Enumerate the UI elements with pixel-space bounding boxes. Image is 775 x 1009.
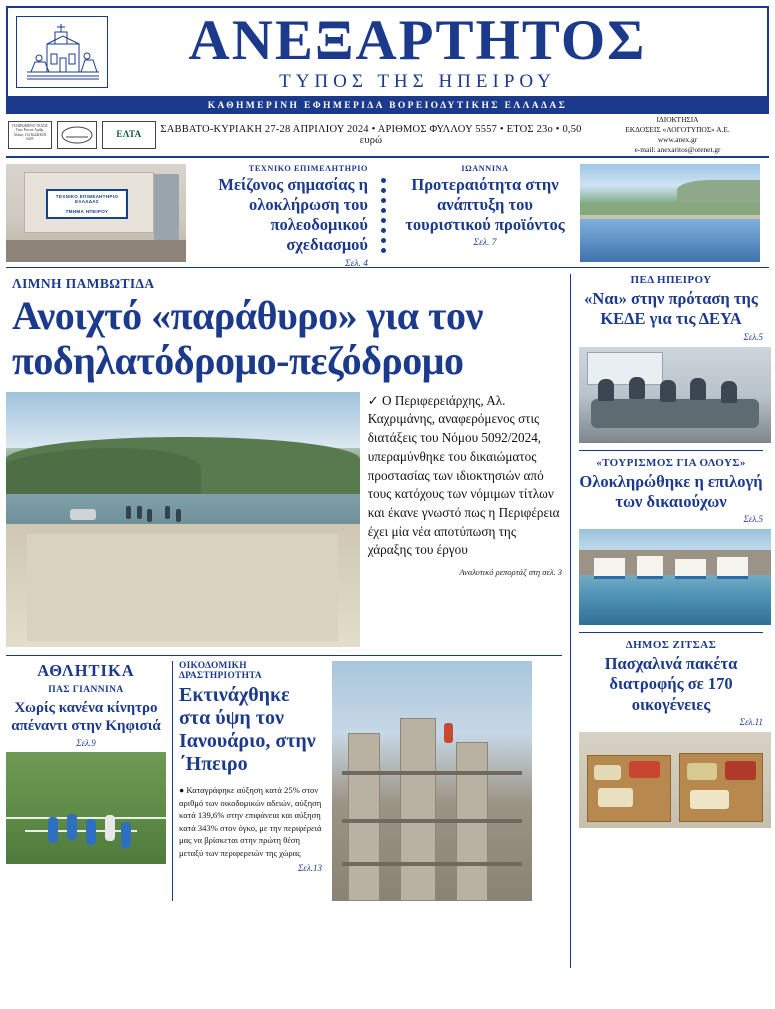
postal-stamps [6,121,156,149]
right-3-kicker: ΔΗΜΟΣ ΖΙΤΣΑΣ [625,639,717,652]
teaser-2-headline: Προτεραιότητα στην ανάπτυξη του τουριστικού προϊόντος [405,175,565,235]
football-match-photo [6,752,166,864]
church-logo [16,16,108,88]
quality-mark-stamp [57,121,97,149]
imprint-website[interactable]: www.anex.gr [657,135,698,144]
right-article-2[interactable] [579,457,763,626]
right-2-kicker: «ΤΟΥΡΙΣΜΟΣ ΓΙΑ ΟΛΟΥΣ» [596,456,746,469]
issue-date-line: ΣΑΒΒΑΤΟ-ΚΥΡΙΑΚΗ 27-28 ΑΠΡΙΛΙΟΥ 2024 • ΑΡΙΘΜΟΣ ΦΥΛΛΟΥ 5557 • ΕΤΟΣ 23ο • 0,50 ευρώ [160,124,582,146]
imprint-line-2: ΕΚΔΟΣΕΙΣ «ΛΟΓΟΤΥΠΟΣ» Α.Ε. [625,125,730,135]
right-1-headline: «Ναι» στην πρόταση της ΚΕΔΕ για τις ΔΕΥΑ [584,289,758,329]
food-packages-photo [579,732,771,828]
lead-body-text [368,392,562,647]
lakeside-path-photo [6,392,360,647]
elta-logo: ΕΛΤΑ [102,121,156,149]
right-1-page: Σελ.5 [743,331,763,342]
lake-aerial-photo [580,164,760,262]
teaser-2-page: Σελ. 7 [473,238,497,249]
lower-left-block [6,655,562,901]
imprint-line-1: ΙΔΙΟΚΤΗΣΙΑ [656,115,699,125]
teaser-1[interactable] [186,164,376,269]
right-1-kicker: ΠΕΔ ΗΠΕΙΡΟΥ [630,274,712,286]
lead-credit: Αναλυτικό ρεπορτάζ στη σελ. 3 [459,567,562,578]
construction-site-photo [332,661,532,901]
masthead-band: ΚΑΘΗΜΕΡΙΝΗ ΕΦΗΜΕΡΙΔΑ ΒΟΡΕΙΟΔΥΤΙΚΗΣ ΕΛΛΑΔΑΣ [6,98,769,114]
right-article-3[interactable] [579,639,763,828]
imprint-block [586,115,769,155]
construction-page: Σελ.13 [297,863,322,874]
teaser-1-page: Σελ. 4 [344,258,368,269]
sports-article[interactable] [6,661,166,901]
left-column [6,274,571,968]
sports-page: Σελ.9 [76,738,96,749]
right-2-page: Σελ.5 [743,514,763,525]
construction-kicker: ΟΙΚΟΔΟΜΙΚΗ ΔΡΑΣΤΗΡΙΟΤΗΤΑ [179,660,262,681]
masthead-subtitle: ΤΥΠΟΣ ΤΗΣ ΗΠΕΙΡΟΥ [279,70,556,92]
seaside-houses-photo [579,529,771,625]
office-interior-photo: ΤΕΧΝΙΚΟ ΕΠΙΜΕΛΗΤΗΡΙΟ ΕΛΛΑΔΑΣ ΤΜΗΜΑ ΗΠΕΙΡΟΥ [6,164,186,262]
sports-headline: Χωρίς κανένα κίνητρο απέναντι στην Κηφισιά [11,699,161,735]
right-3-headline: Πασχαλινά πακέτα διατροφής σε 170 οικογένειες [604,654,738,714]
sports-kicker: ΠΑΣ ΓΙΑΝΝΙΝΑ [48,684,124,695]
lead-paragraph: ✓ Ο Περιφερειάρχης, Αλ. Καχριμάνης, αναφερόμενος στις διατάξεις του Νόμου 5092/2024, υπεραμύνθηκε του δικαιώματος προστασίας των ιδιοκτησιών από τους κατόχους των νόμιμων τίτλων και έκανε γνωστό πως η Περιφέρεια έχει μία νέα αποτύπωση της χάραξης του έργου [367,392,560,558]
page-title: ΑΝΕΞΑΡΤΗΤΟΣ [188,9,647,73]
teaser-1-headline: Μείζονος σημασίας η ολοκλήρωση του πολεοδομικού σχεδιασμού [218,175,368,255]
main-content [6,274,769,968]
divider-2 [579,632,763,633]
info-bar [6,114,769,158]
imprint-email[interactable]: e-mail: anexaritos@otenet.gr [634,144,721,154]
top-teasers [6,164,769,268]
meeting-room-photo [579,347,771,443]
masthead [6,6,769,98]
lead-kicker: ΛΙΜΝΗ ΠΑΜΒΩΤΙΔΑ [12,276,155,291]
postal-fee-stamp: ΠΛΗΡΩΜΕΝΟ ΤΕΛΟΣ Taxe Percue Αριθμ. Αδείας 134 ΚΩΔΙΚΟΣ 6405 [8,121,52,149]
divider-1 [579,450,763,451]
lead-headline[interactable]: Ανοιχτό «παράθυρο» για τον ποδηλατόδρομο-πεζόδρομο [12,293,483,383]
dot-divider [376,164,390,263]
right-3-page: Σελ.11 [739,716,763,727]
teaser-1-kicker: ΤΕΧΝΙΚΟ ΕΠΙΜΕΛΗΤΗΡΙΟ [248,164,368,173]
teaser-2-kicker: ΙΩΑΝΝΙΝΑ [461,164,509,173]
right-column [571,274,763,968]
teaser-2[interactable] [390,164,580,263]
newspaper-front-page [0,6,775,1009]
right-article-1[interactable] [579,274,763,443]
construction-article[interactable] [172,661,322,901]
sports-section-title: ΑΘΛΗΤΙΚΑ [37,660,135,680]
construction-body: ● Καταγράφηκε αύξηση κατά 25% στον αριθμό των οικοδομικών αδειών, αύξηση κατά 139,6% στην επιφάνεια και αύξηση κατά 343% στον όγκο, με την περιφέρειά μας να βρίσκεται στην πρώτη θέση μεταξύ των περιφερειών της χώρας [179,785,322,858]
construction-headline: Εκτινάχθηκε στα ύψη τον Ιανουάριο, στην ΄Ηπειρο [179,683,316,776]
right-2-headline: Ολοκληρώθηκε η επιλογή των δικαιούχων [579,471,763,511]
